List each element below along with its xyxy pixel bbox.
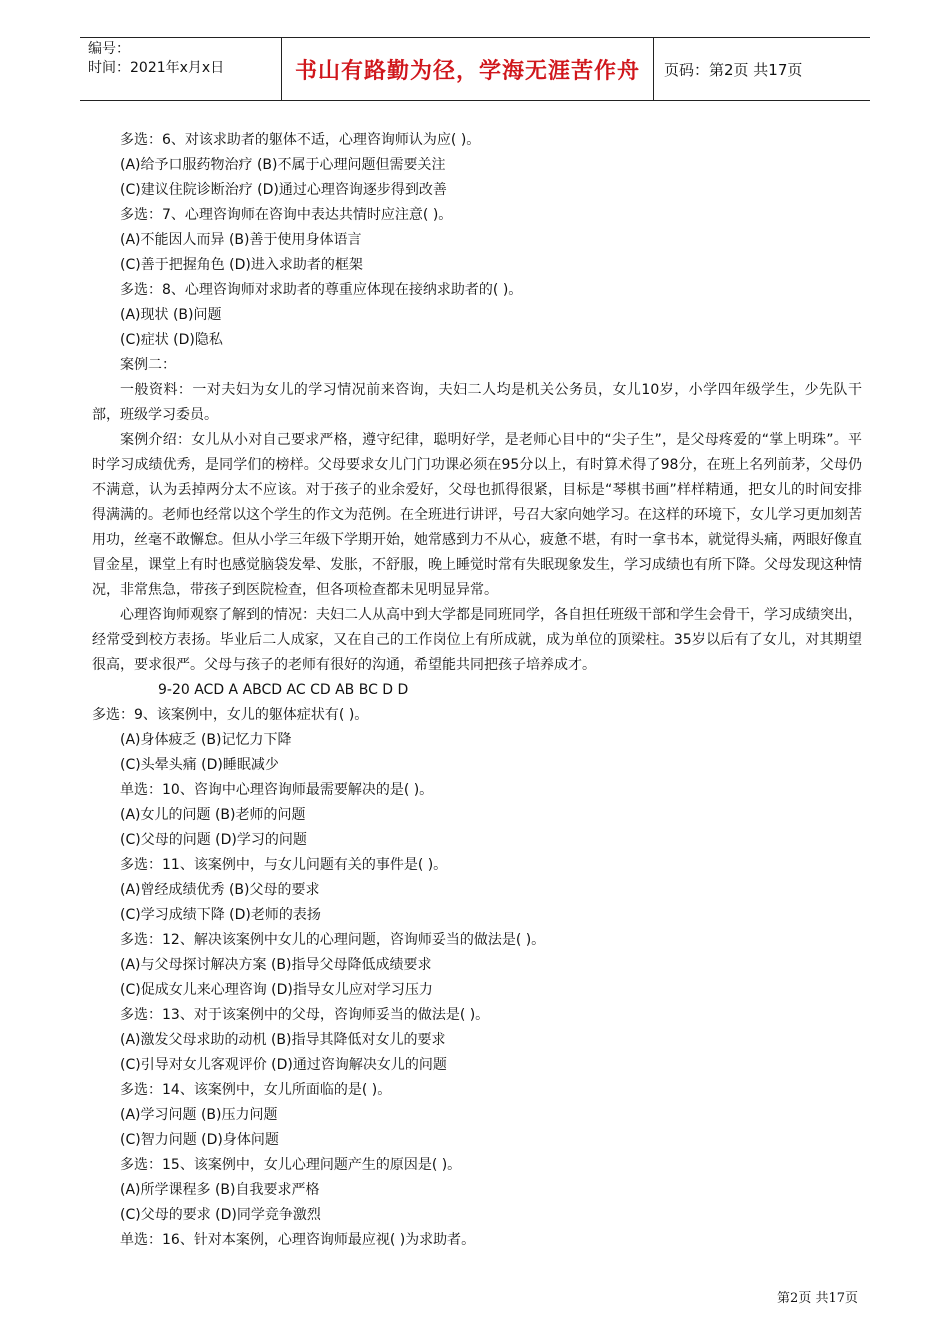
text-line: (C)父母的问题 (D)学习的问题 xyxy=(120,832,307,848)
text-line: 多选：6、对该求助者的躯体不适，心理咨询师认为应( )。 xyxy=(120,132,481,148)
text-line: 案例二： xyxy=(120,357,176,373)
header-motto: 书山有路勤为径，学海无涯苦作舟 xyxy=(282,38,654,100)
page-header xyxy=(80,37,870,101)
text-line: (C)学习成绩下降 (D)老师的表扬 xyxy=(120,907,321,923)
page-footer: 第2页 共17页 xyxy=(777,1291,858,1306)
case-paragraph: 案例介绍：女儿从小对自己要求严格，遵守纪律，聪明好学，是老师心目中的“尖子生”，是父母疼爱的“掌上明珠”。平时学习成绩优秀，是同学们的榜样。父母要求女儿门门功课必须在95分以上，有时算术得了98分，在班上名列前茅，父母仍不满意，认为丢掉两分太不应该。对于孩子的业余爱好，父母也抓得很紧，目标是“琴棋书画”样样精通，把女儿的时间安排得满满的。老师也经常以这个学生的作文为范例。在全班进行讲评，号召大家向她学习。在这样的环境下，女儿学习更加刻苦用功，丝毫不敢懈怠。但从小学三年级下学期开始，她常感到力不从心，疲惫不堪，有时一拿书本，就觉得头痛，两眼好像直冒金星，课堂上有时也感觉脑袋发晕、发胀，不舒服，晚上睡觉时常有失眠现象发生，学习成绩也有所下降。父母发现这种情况，非常焦急，带孩子到医院检查，但各项检查都未见明显异常。 xyxy=(92,432,862,598)
time-label: 时间：2021年x月x日 xyxy=(88,60,225,76)
code-label: 编号： xyxy=(88,41,130,57)
text-line: (A)不能因人而异 (B)善于使用身体语言 xyxy=(120,232,362,248)
text-line: (A)女儿的问题 (B)老师的问题 xyxy=(120,807,306,823)
text-line: (C)父母的要求 (D)同学竞争激烈 xyxy=(120,1207,321,1223)
text-line: 多选：13、对于该案例中的父母，咨询师妥当的做法是( )。 xyxy=(120,1007,490,1023)
text-line: (C)症状 (D)隐私 xyxy=(120,332,223,348)
text-line: (A)身体疲乏 (B)记忆力下降 xyxy=(120,732,292,748)
text-line: (A)激发父母求助的动机 (B)指导其降低对女儿的要求 xyxy=(120,1032,446,1048)
header-page-info: 页码：第2页 共17页 xyxy=(664,60,803,79)
text-line: 多选：14、该案例中，女儿所面临的是( )。 xyxy=(120,1082,392,1098)
text-line: (C)善于把握角色 (D)进入求助者的框架 xyxy=(120,257,363,273)
text-line: 多选：12、解决该案例中女儿的心理问题，咨询师妥当的做法是( )。 xyxy=(120,932,546,948)
text-line: (A)学习问题 (B)压力问题 xyxy=(120,1107,278,1123)
text-line: 多选：8、心理咨询师对求助者的尊重应体现在接纳求助者的( )。 xyxy=(120,282,523,298)
answer-key: 9-20 ACD A ABCD AC CD AB BC D D xyxy=(158,682,409,698)
text-line: (C)引导对女儿客观评价 (D)通过咨询解决女儿的问题 xyxy=(120,1057,447,1073)
text-line: (A)所学课程多 (B)自我要求严格 xyxy=(120,1182,320,1198)
text-line: (C)建议住院诊断治疗 (D)通过心理咨询逐步得到改善 xyxy=(120,182,447,198)
text-line: 多选：15、该案例中，女儿心理问题产生的原因是( )。 xyxy=(120,1157,462,1173)
text-line: (C)头晕头痛 (D)睡眠减少 xyxy=(120,757,279,773)
case-paragraph: 心理咨询师观察了解到的情况：夫妇二人从高中到大学都是同班同学，各自担任班级干部和学生会骨干，学习成绩突出，经常受到校方表扬。毕业后二人成家，又在自己的工作岗位上有所成就，成为单位的顶梁柱。35岁以后有了女儿，对其期望很高，要求很严。父母与孩子的老师有很好的沟通，希望能共同把孩子培养成才。 xyxy=(92,607,862,673)
text-line: (C)促成女儿来心理咨询 (D)指导女儿应对学习压力 xyxy=(120,982,433,998)
text-line: (A)曾经成绩优秀 (B)父母的要求 xyxy=(120,882,320,898)
text-line: 单选：10、咨询中心理咨询师最需要解决的是( )。 xyxy=(120,782,434,798)
text-line: (A)与父母探讨解决方案 (B)指导父母降低成绩要求 xyxy=(120,957,432,973)
case-paragraph: 一般资料：一对夫妇为女儿的学习情况前来咨询，夫妇二人均是机关公务员，女儿10岁，小学四年级学生，少先队干部，班级学习委员。 xyxy=(92,382,862,423)
header-meta xyxy=(80,38,282,100)
text-line: (A)给予口服药物治疗 (B)不属于心理问题但需要关注 xyxy=(120,157,446,173)
text-line: (C)智力问题 (D)身体问题 xyxy=(120,1132,279,1148)
text-line: 多选：11、该案例中，与女儿问题有关的事件是( )。 xyxy=(120,857,448,873)
text-line: 多选：9、该案例中，女儿的躯体症状有( )。 xyxy=(92,707,369,723)
text-line: (A)现状 (B)问题 xyxy=(120,307,222,323)
text-line: 单选：16、针对本案例，心理咨询师最应视( )为求助者。 xyxy=(120,1232,476,1248)
document-body xyxy=(92,128,862,1253)
text-line: 多选：7、心理咨询师在咨询中表达共情时应注意( )。 xyxy=(120,207,453,223)
